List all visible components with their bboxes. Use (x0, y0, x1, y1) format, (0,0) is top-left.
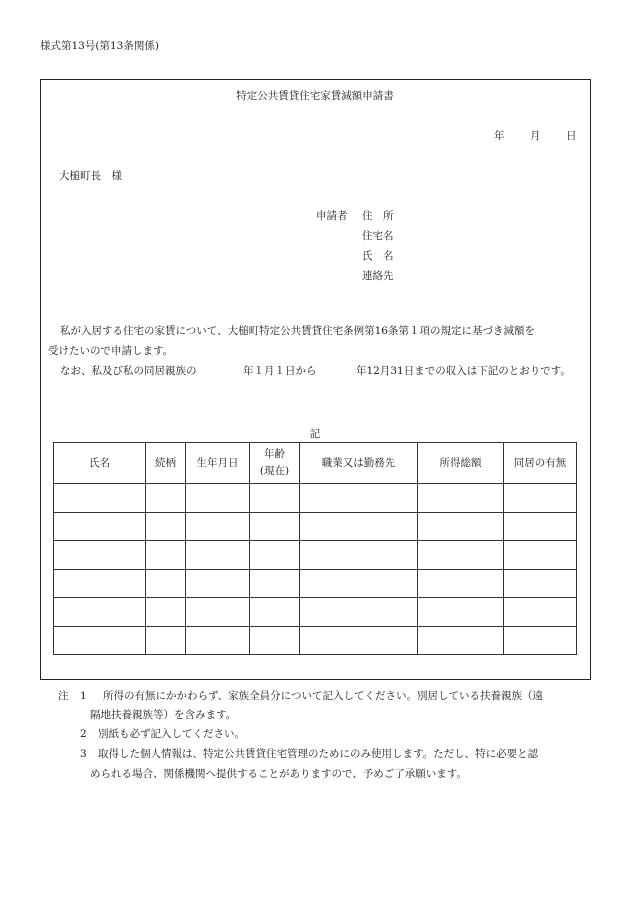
cell-age[interactable] (250, 541, 300, 570)
form-title: 特定公共賃貸住宅家賃減額申請書 (236, 90, 394, 102)
header-age (250, 443, 300, 484)
cell-cohabit[interactable] (504, 541, 577, 570)
applicant-address-label: 住 所 (362, 210, 394, 222)
table-row (54, 541, 577, 570)
table-row (54, 626, 577, 655)
notes-label: 注 (58, 690, 69, 702)
header-income: 所得総額 (418, 443, 504, 484)
cell-cohabit[interactable] (504, 626, 577, 655)
cell-age[interactable] (250, 569, 300, 598)
cell-income[interactable] (418, 598, 504, 627)
body-line-1: 私が入居する住宅の家賃について、大槌町特定公共賃貸住宅条例第16条第１項の規定に基づき減額を (60, 325, 535, 337)
cell-occupation[interactable] (300, 484, 418, 513)
cell-cohabit[interactable] (504, 512, 577, 541)
note-1-line-1: 所得の有無にかかわらず、家族全員分について記入してください。別居している扶養親族（遠 (103, 690, 543, 702)
cell-relation[interactable] (146, 512, 186, 541)
note-2-number: 2 (80, 728, 87, 740)
cell-birthdate[interactable] (186, 512, 250, 541)
header-birthdate: 生年月日 (186, 443, 250, 484)
table-row (54, 512, 577, 541)
cell-occupation[interactable] (300, 569, 418, 598)
addressee: 大槌町長 様 (59, 170, 122, 182)
note-2-text: 別紙も必ず記入してください。 (98, 728, 245, 740)
date-month: 月 (530, 130, 541, 142)
cell-relation[interactable] (146, 626, 186, 655)
cell-occupation[interactable] (300, 541, 418, 570)
cell-age[interactable] (250, 598, 300, 627)
header-relation: 続柄 (146, 443, 186, 484)
date-year: 年 (494, 130, 505, 142)
note-3-line-1: 取得した個人情報は、特定公共賃貸住宅管理のためにのみ使用します。ただし、特に必要と認 (98, 748, 539, 760)
cell-relation[interactable] (146, 541, 186, 570)
cell-occupation[interactable] (300, 598, 418, 627)
cell-name[interactable] (54, 626, 146, 655)
body-line-2: 受けたいので申請します。 (48, 345, 174, 357)
table-row (54, 569, 577, 598)
family-income-table (53, 442, 577, 655)
cell-relation[interactable] (146, 484, 186, 513)
note-3-line-2: められる場合、関係機関へ提供することがありますので、予めご了承願います。 (90, 768, 467, 780)
header-name: 氏名 (54, 443, 146, 484)
cell-occupation[interactable] (300, 626, 418, 655)
table-body (54, 484, 577, 655)
cell-income[interactable] (418, 541, 504, 570)
cell-birthdate[interactable] (186, 626, 250, 655)
cell-income[interactable] (418, 569, 504, 598)
note-3-number: 3 (80, 748, 87, 760)
cell-birthdate[interactable] (186, 541, 250, 570)
cell-birthdate[interactable] (186, 569, 250, 598)
cell-relation[interactable] (146, 569, 186, 598)
header-age-line1: 年齢 (264, 448, 285, 460)
cell-income[interactable] (418, 484, 504, 513)
applicant-residence-label: 住宅名 (362, 230, 394, 242)
cell-income[interactable] (418, 626, 504, 655)
header-age-line2: (現在) (259, 465, 290, 477)
cell-age[interactable] (250, 484, 300, 513)
body-line-3-c: 年12月31日までの収入は下記のとおりです。 (356, 365, 571, 377)
table-row (54, 598, 577, 627)
header-occupation: 職業又は勤務先 (300, 443, 418, 484)
applicant-label: 申請者 (316, 210, 348, 222)
cell-cohabit[interactable] (504, 569, 577, 598)
applicant-name-label: 氏 名 (362, 250, 394, 262)
cell-name[interactable] (54, 569, 146, 598)
cell-birthdate[interactable] (186, 484, 250, 513)
cell-age[interactable] (250, 626, 300, 655)
cell-name[interactable] (54, 484, 146, 513)
body-line-3-a: なお、私及び私の同居親族の (60, 365, 197, 377)
date-day: 日 (566, 130, 577, 142)
cell-relation[interactable] (146, 598, 186, 627)
applicant-contact-label: 連絡先 (362, 270, 394, 282)
form-number: 様式第13号(第13条関係) (40, 40, 159, 52)
note-1-line-2: 隔地扶養親族等）を含みます。 (90, 709, 237, 721)
note-1-number: 1 (80, 690, 87, 702)
cell-age[interactable] (250, 512, 300, 541)
body-line-3-b: 年１月１日から (243, 365, 317, 377)
cell-income[interactable] (418, 512, 504, 541)
header-cohabit: 同居の有無 (504, 443, 577, 484)
cell-cohabit[interactable] (504, 598, 577, 627)
cell-name[interactable] (54, 598, 146, 627)
cell-name[interactable] (54, 541, 146, 570)
cell-name[interactable] (54, 512, 146, 541)
cell-occupation[interactable] (300, 512, 418, 541)
table-row (54, 484, 577, 513)
cell-cohabit[interactable] (504, 484, 577, 513)
ki-heading: 記 (309, 428, 321, 440)
cell-birthdate[interactable] (186, 598, 250, 627)
table-header-row (54, 443, 577, 484)
